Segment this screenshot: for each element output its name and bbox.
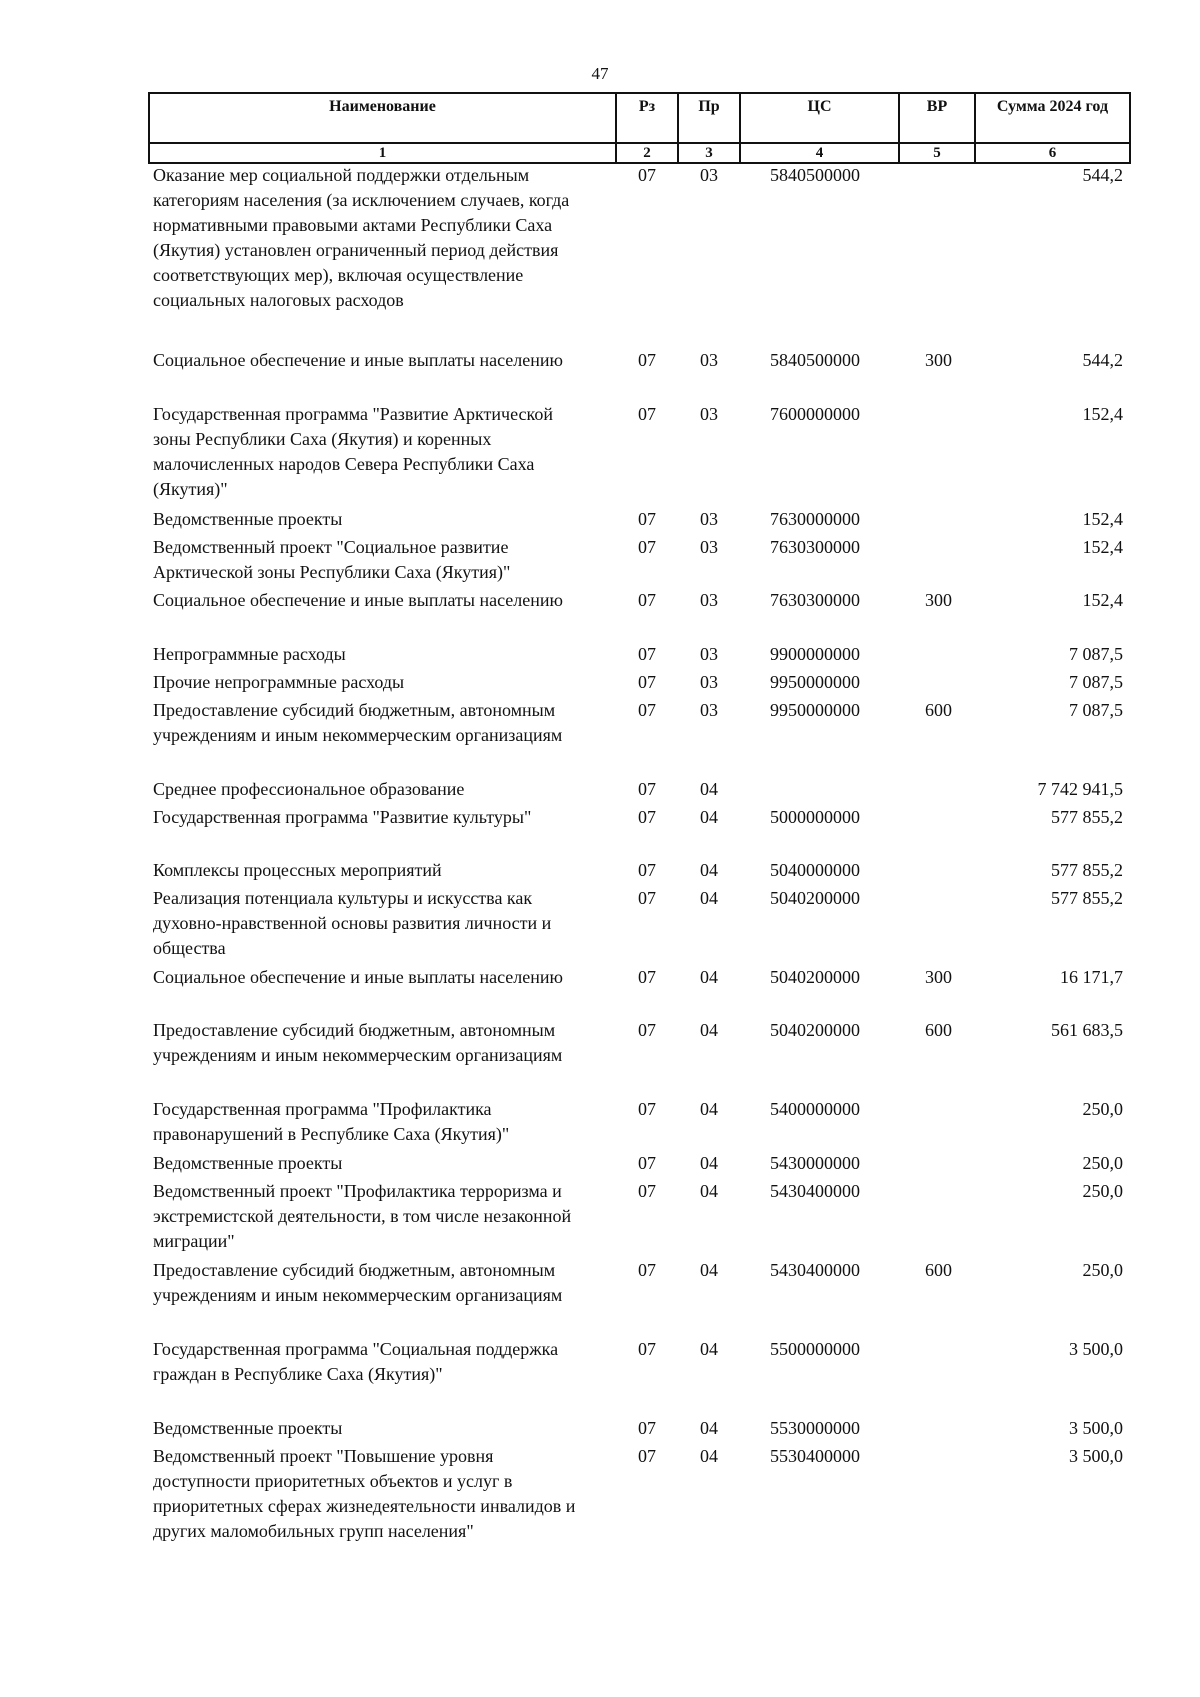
- row-sum: 250,0: [1082, 1099, 1123, 1119]
- header-num-name: 1: [149, 143, 616, 163]
- row-name: Социальное обеспечение и иные выплаты населению: [153, 350, 563, 370]
- page-number: 47: [591, 64, 609, 83]
- row-pr: 04: [700, 1260, 718, 1280]
- row-pr: 03: [700, 700, 718, 720]
- header-rz: Рз: [616, 93, 678, 143]
- row-rz: 07: [638, 1181, 656, 1201]
- row-sum: 250,0: [1082, 1260, 1123, 1280]
- row-pr: 04: [700, 1181, 718, 1201]
- row-name: Ведомственные проекты: [153, 509, 343, 529]
- row-sum: 561 683,5: [1051, 1020, 1123, 1040]
- row-vr: 300: [925, 350, 952, 370]
- row-sum: 577 855,2: [1051, 807, 1123, 827]
- row-name: Ведомственные проекты: [153, 1153, 343, 1173]
- row-sum: 250,0: [1082, 1181, 1123, 1201]
- row-name: Социальное обеспечение и иные выплаты населению: [153, 590, 563, 610]
- row-cs: 7630300000: [770, 590, 860, 610]
- row-sum: 152,4: [1082, 590, 1123, 610]
- row-sum: 7 087,5: [1069, 672, 1123, 692]
- row-vr: 300: [925, 590, 952, 610]
- header-num-vr: 5: [899, 143, 975, 163]
- row-pr: 03: [700, 537, 718, 557]
- row-pr: 04: [700, 1418, 718, 1438]
- row-name: Государственная программа "Развитие культуры": [153, 807, 532, 827]
- row-pr: 04: [700, 779, 718, 799]
- row-rz: 07: [638, 1260, 656, 1280]
- header-vr: ВР: [899, 93, 975, 143]
- row-rz: 07: [638, 350, 656, 370]
- row-rz: 07: [638, 537, 656, 557]
- row-name: Среднее профессиональное образование: [153, 779, 465, 799]
- row-pr: 04: [700, 807, 718, 827]
- row-name: Комплексы процессных мероприятий: [153, 860, 442, 880]
- row-rz: 07: [638, 967, 656, 987]
- row-cs: 5400000000: [770, 1099, 860, 1119]
- row-pr: 04: [700, 888, 718, 908]
- row-rz: 07: [638, 509, 656, 529]
- header-cs: ЦС: [740, 93, 899, 143]
- row-pr: 04: [700, 1020, 718, 1040]
- row-sum: 7 742 941,5: [1037, 779, 1123, 799]
- row-sum: 7 087,5: [1069, 644, 1123, 664]
- row-sum: 16 171,7: [1060, 967, 1123, 987]
- row-name: Государственная программа "Социальная поддержка граждан в Республике Саха (Якутия)": [153, 1339, 559, 1384]
- row-rz: 07: [638, 644, 656, 664]
- row-pr: 04: [700, 1339, 718, 1359]
- row-name: Социальное обеспечение и иные выплаты населению: [153, 967, 563, 987]
- row-rz: 07: [638, 888, 656, 908]
- row-name: Ведомственный проект "Повышение уровня доступности приоритетных объектов и услуг в приоритетных сферах жизнедеятельности инвалидов и других маломобильных групп населения": [153, 1446, 576, 1541]
- row-rz: 07: [638, 672, 656, 692]
- header-name: Наименование: [149, 93, 616, 143]
- row-pr: 04: [700, 1099, 718, 1119]
- row-cs: 5040200000: [770, 1020, 860, 1040]
- row-name: Реализация потенциала культуры и искусства как духовно-нравственной основы развития личности и общества: [153, 888, 552, 958]
- header-sum: Сумма 2024 год: [975, 93, 1130, 143]
- row-rz: 07: [638, 165, 656, 185]
- row-sum: 152,4: [1082, 509, 1123, 529]
- row-rz: 07: [638, 779, 656, 799]
- row-sum: 3 500,0: [1069, 1446, 1123, 1466]
- row-cs: 5530000000: [770, 1418, 860, 1438]
- header-num-rz: 2: [616, 143, 678, 163]
- row-pr: 03: [700, 644, 718, 664]
- row-pr: 03: [700, 350, 718, 370]
- row-cs: 5430400000: [770, 1260, 860, 1280]
- row-cs: 9950000000: [770, 700, 860, 720]
- row-cs: 5040200000: [770, 888, 860, 908]
- row-sum: 250,0: [1082, 1153, 1123, 1173]
- row-rz: 07: [638, 860, 656, 880]
- row-rz: 07: [638, 1446, 656, 1466]
- row-rz: 07: [638, 1020, 656, 1040]
- row-rz: 07: [638, 1099, 656, 1119]
- row-sum: 544,2: [1082, 350, 1123, 370]
- row-rz: 07: [638, 700, 656, 720]
- row-cs: 9950000000: [770, 672, 860, 692]
- row-cs: 9900000000: [770, 644, 860, 664]
- row-rz: 07: [638, 1418, 656, 1438]
- row-name: Государственная программа "Развитие Арктической зоны Республики Саха (Якутия) и коренных малочисленных народов Севера Республики Саха (Якутия)": [153, 404, 553, 499]
- row-cs: 5430000000: [770, 1153, 860, 1173]
- row-pr: 04: [700, 967, 718, 987]
- row-pr: 03: [700, 590, 718, 610]
- row-cs: 5530400000: [770, 1446, 860, 1466]
- row-pr: 03: [700, 509, 718, 529]
- header-num-pr: 3: [678, 143, 740, 163]
- row-name: Предоставление субсидий бюджетным, автономным учреждениям и иным некоммерческим организациям: [153, 1260, 563, 1305]
- row-cs: 7600000000: [770, 404, 860, 424]
- row-cs: 7630000000: [770, 509, 860, 529]
- row-name: Предоставление субсидий бюджетным, автономным учреждениям и иным некоммерческим организациям: [153, 700, 563, 745]
- header-num-sum: 6: [975, 143, 1130, 163]
- row-sum: 577 855,2: [1051, 888, 1123, 908]
- row-name: Ведомственный проект "Профилактика терроризма и экстремистской деятельности, в том числе незаконной миграции": [153, 1181, 572, 1251]
- row-cs: 5040200000: [770, 967, 860, 987]
- row-pr: 04: [700, 1446, 718, 1466]
- row-vr: 600: [925, 1020, 952, 1040]
- row-name: Ведомственные проекты: [153, 1418, 343, 1438]
- header-pr: Пр: [678, 93, 740, 143]
- row-cs: 5840500000: [770, 165, 860, 185]
- row-cs: 5500000000: [770, 1339, 860, 1359]
- row-sum: 7 087,5: [1069, 700, 1123, 720]
- row-pr: 04: [700, 860, 718, 880]
- row-cs: 5000000000: [770, 807, 860, 827]
- row-rz: 07: [638, 1153, 656, 1173]
- row-sum: 577 855,2: [1051, 860, 1123, 880]
- row-pr: 03: [700, 165, 718, 185]
- row-rz: 07: [638, 404, 656, 424]
- row-rz: 07: [638, 807, 656, 827]
- row-sum: 544,2: [1082, 165, 1123, 185]
- row-sum: 3 500,0: [1069, 1418, 1123, 1438]
- row-sum: 152,4: [1082, 537, 1123, 557]
- row-pr: 04: [700, 1153, 718, 1173]
- row-cs: 7630300000: [770, 537, 860, 557]
- row-vr: 600: [925, 1260, 952, 1280]
- row-name: Ведомственный проект "Социальное развитие Арктической зоны Республики Саха (Якутия)": [153, 537, 511, 582]
- row-vr: 600: [925, 700, 952, 720]
- row-sum: 152,4: [1082, 404, 1123, 424]
- row-cs: 5040000000: [770, 860, 860, 880]
- row-rz: 07: [638, 590, 656, 610]
- row-vr: 300: [925, 967, 952, 987]
- row-rz: 07: [638, 1339, 656, 1359]
- row-name: Оказание мер социальной поддержки отдельным категориям населения (за исключением случаев, когда нормативными правовыми актами Республики Саха (Якутия) установлен ограниченный период действия соответствующих мер), включая осуществление социальных налоговых расходов: [153, 165, 570, 310]
- row-cs: 5840500000: [770, 350, 860, 370]
- header-num-cs: 4: [740, 143, 899, 163]
- row-sum: 3 500,0: [1069, 1339, 1123, 1359]
- row-name: Непрограммные расходы: [153, 644, 346, 664]
- row-pr: 03: [700, 404, 718, 424]
- row-cs: 5430400000: [770, 1181, 860, 1201]
- row-name: Предоставление субсидий бюджетным, автономным учреждениям и иным некоммерческим организациям: [153, 1020, 563, 1065]
- row-pr: 03: [700, 672, 718, 692]
- row-name: Прочие непрограммные расходы: [153, 672, 405, 692]
- row-name: Государственная программа "Профилактика правонарушений в Республике Саха (Якутия)": [153, 1099, 510, 1144]
